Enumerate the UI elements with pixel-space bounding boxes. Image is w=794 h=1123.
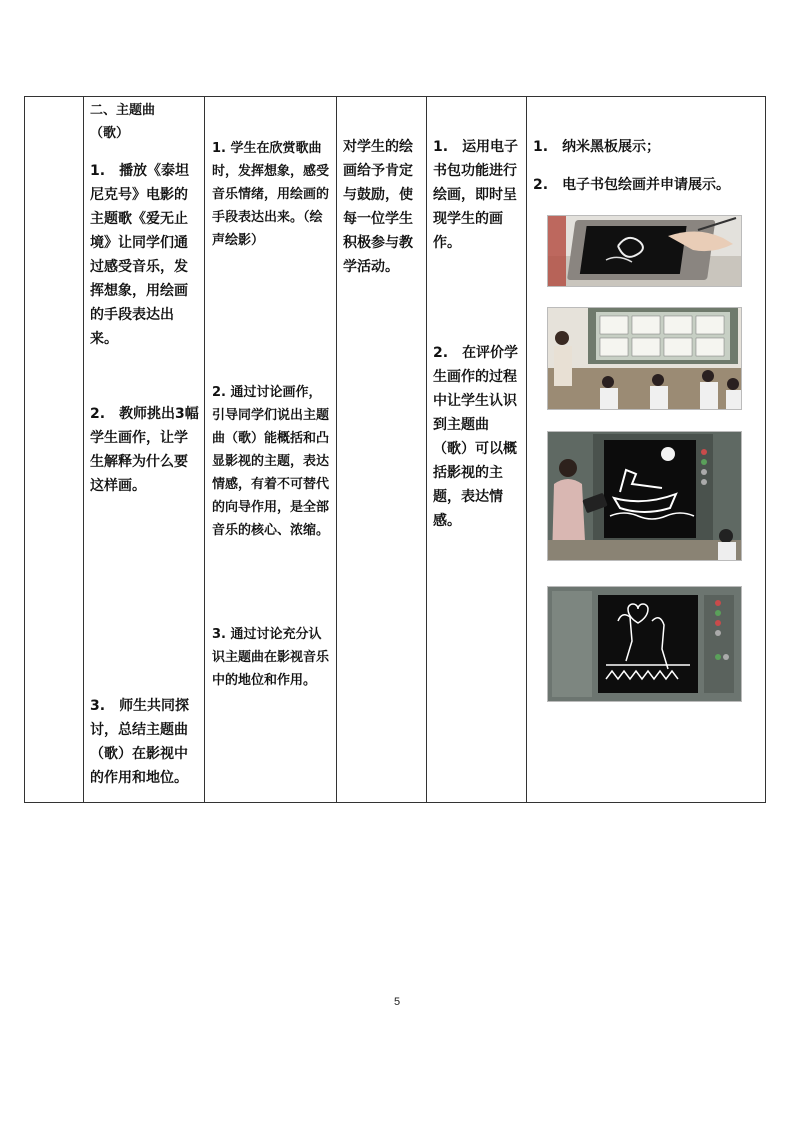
empty-cell [25, 97, 84, 803]
tech-usage-2: 2. 在评价学生画作的过程中让学生认识到主题曲（歌）可以概括影视的主题，表达情感。 [433, 345, 519, 529]
photo-tablet-drawing [547, 215, 742, 287]
photo-classroom-board [547, 307, 742, 410]
photo-teacher-boat-drawing [547, 431, 742, 561]
teaching-process-cell [84, 97, 205, 803]
lesson-table [24, 96, 766, 803]
student-activity-1: 1. 学生在欣赏歌曲时，发挥想象，感受音乐情绪，用绘画的手段表达出来。（绘声绘影） [212, 141, 330, 248]
tech-usage-cell [427, 97, 527, 803]
tech-usage-1: 1. 运用电子书包功能进行绘画，即时呈现学生的画作。 [433, 139, 519, 251]
process-step-1: 1. 播放《泰坦尼克号》电影的主题歌《爱无止境》让同学们通过感受音乐，发挥想象，用绘画的手段表达出来。 [90, 163, 190, 347]
process-step-2: 2. 教师挑出3幅学生画作，让学生解释为什么要这样画。 [90, 406, 199, 494]
process-step-3: 3. 师生共同探讨，总结主题曲（歌）在影视中的作用和地位。 [90, 698, 190, 786]
section-heading: 二、主题曲 [90, 103, 156, 118]
student-activity-2: 2. 通过讨论画作，引导同学们说出主题曲（歌）能概括和凸显影视的主题，表达情感，有着不可替代的向导作用，是全部音乐的核心、浓缩。 [212, 385, 330, 538]
display-item-1: 1. 纳米黑板展示； [533, 139, 661, 155]
student-activity-3: 3. 通过讨论充分认识主题曲在影视音乐中的地位和作用。 [212, 627, 330, 688]
section-heading-sub: （歌） [90, 126, 130, 141]
evaluation-cell [337, 97, 427, 803]
photo-couple-drawing [547, 586, 742, 702]
student-activity-cell [205, 97, 337, 803]
display-item-2: 2. 电子书包绘画并申请展示。 [533, 177, 731, 193]
evaluation-text: 对学生的绘画给予肯定与鼓励，使每一位学生积极参与教学活动。 [343, 139, 413, 275]
display-cell [527, 97, 766, 803]
page-number: 5 [393, 996, 401, 1008]
